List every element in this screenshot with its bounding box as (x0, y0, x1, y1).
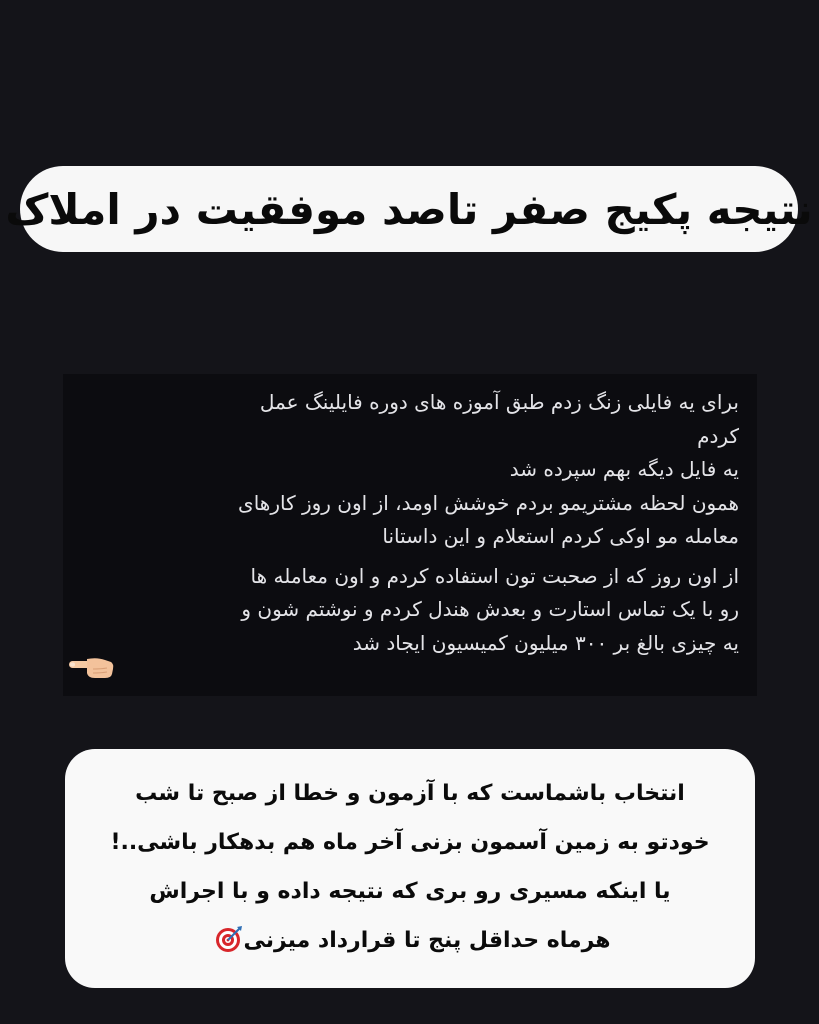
message-line: معامله مو اوکی کردم استعلام و این داستانا (382, 524, 739, 548)
testimonial-message (63, 374, 757, 696)
message-line: از اون روز که از صحبت تون استفاده کردم و اون معامله ها (250, 563, 739, 588)
page-title: نتیجه پکیج صفر تاصد موفقیت در املاک (5, 184, 813, 234)
message-line: کردم (697, 423, 739, 448)
call-to-action-card (65, 749, 755, 988)
card-line-with-icon (85, 916, 735, 965)
card-line: انتخاب باشماست که با آزمون و خطا از صبح تا شب (135, 781, 685, 806)
message-line: یه فایل دیگه بهم سپرده شد (509, 457, 739, 481)
card-line: یا اینکه مسیری رو بری که نتیجه داده و با اجراش (149, 879, 671, 904)
backhand-index-pointing-left-icon (67, 656, 115, 680)
direct-hit-target-icon (215, 925, 243, 953)
message-line: برای یه فایلی زنگ زدم طبق آموزه های دوره فایلینگ عمل (259, 390, 739, 414)
message-line: رو با یک تماس استارت و بعدش هندل کردم و نوشتم شون و (241, 597, 739, 621)
card-line: خودتو به زمین آسمون بزنی آخر ماه هم بدهکار باشی..! (110, 830, 710, 855)
card-line-text: هرماه حداقل پنج تا قرارداد میزنی (243, 928, 611, 953)
message-line: یه چیزی بالغ بر ۳۰۰ میلیون کمیسیون ایجاد شد (352, 630, 739, 655)
title-banner (5, 166, 813, 252)
message-line: همون لحظه مشتریمو بردم خوشش اومد، از اون روز کارهای (238, 490, 739, 515)
